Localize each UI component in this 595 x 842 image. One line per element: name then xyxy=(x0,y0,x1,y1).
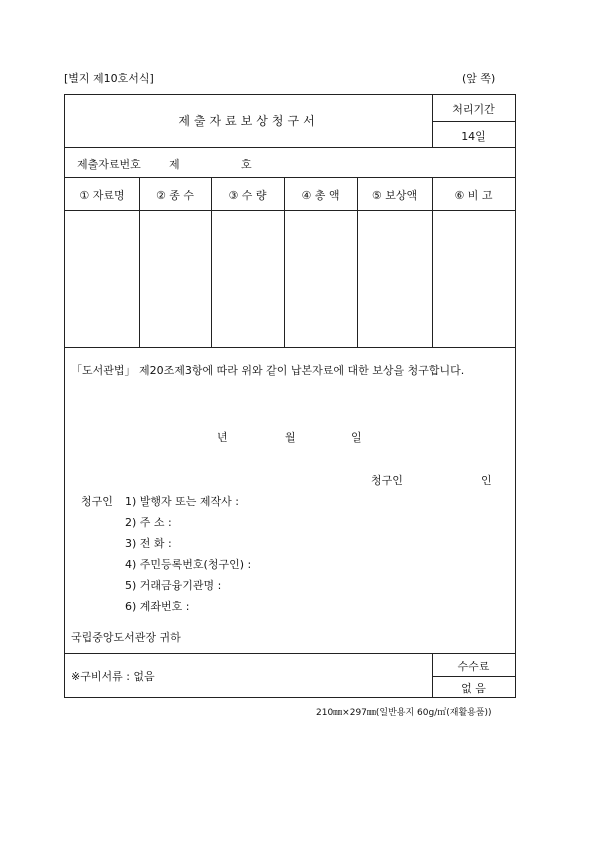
claimant-seal: 인 xyxy=(481,474,492,487)
column-header-material-name: ① 자료명 xyxy=(79,189,125,202)
claimant-bank: 5) 거래금융기관명 : xyxy=(125,579,222,592)
date-month: 월 xyxy=(285,431,296,444)
column-header-compensation: ⑤ 보상액 xyxy=(371,189,418,202)
claimant-address: 2) 주 소 : xyxy=(125,516,172,529)
claimant-label: 청구인 xyxy=(81,495,113,508)
submission-number-suffix: 호 xyxy=(241,158,252,171)
claimant-resident-number: 4) 주민등록번호(청구인) : xyxy=(125,558,252,571)
claimant-phone: 3) 전 화 : xyxy=(125,537,172,550)
paper-spec: 210㎜×297㎜(일반용지 60g/㎡(재활용품)) xyxy=(316,708,492,718)
form-title: 제출자료보상청구서 xyxy=(178,114,319,128)
page-side-label: (앞 쪽) xyxy=(462,72,496,85)
processing-period-value: 14일 xyxy=(461,130,486,143)
claim-form xyxy=(64,94,516,698)
claimant-signature-label: 청구인 xyxy=(371,474,403,487)
addressee: 국립중앙도서관장 귀하 xyxy=(71,631,181,644)
column-header-total: ④ 총 액 xyxy=(301,189,340,202)
processing-period-label: 처리기간 xyxy=(452,103,495,116)
date-day: 일 xyxy=(351,431,362,444)
submission-number-label: 제출자료번호 xyxy=(77,158,141,171)
fee-label: 수수료 xyxy=(457,660,490,673)
fee-value: 없 음 xyxy=(461,682,486,695)
claimant-account: 6) 계좌번호 : xyxy=(125,600,190,613)
column-header-quantity: ③ 수 량 xyxy=(228,189,267,202)
claimant-publisher: 1) 발행자 또는 제작사 : xyxy=(125,495,239,508)
required-documents: ※구비서류 : 없음 xyxy=(71,670,155,683)
claim-statement: 「도서관법」 제20조제3항에 따라 위와 같이 납본자료에 대한 보상을 청구합니다. xyxy=(71,364,465,377)
date-year: 년 xyxy=(217,431,228,444)
submission-number-prefix: 제 xyxy=(169,158,180,171)
column-header-types: ② 종 수 xyxy=(155,189,195,202)
column-header-remarks: ⑥ 비 고 xyxy=(454,189,493,202)
form-number: [별지 제10호서식] xyxy=(64,72,154,85)
